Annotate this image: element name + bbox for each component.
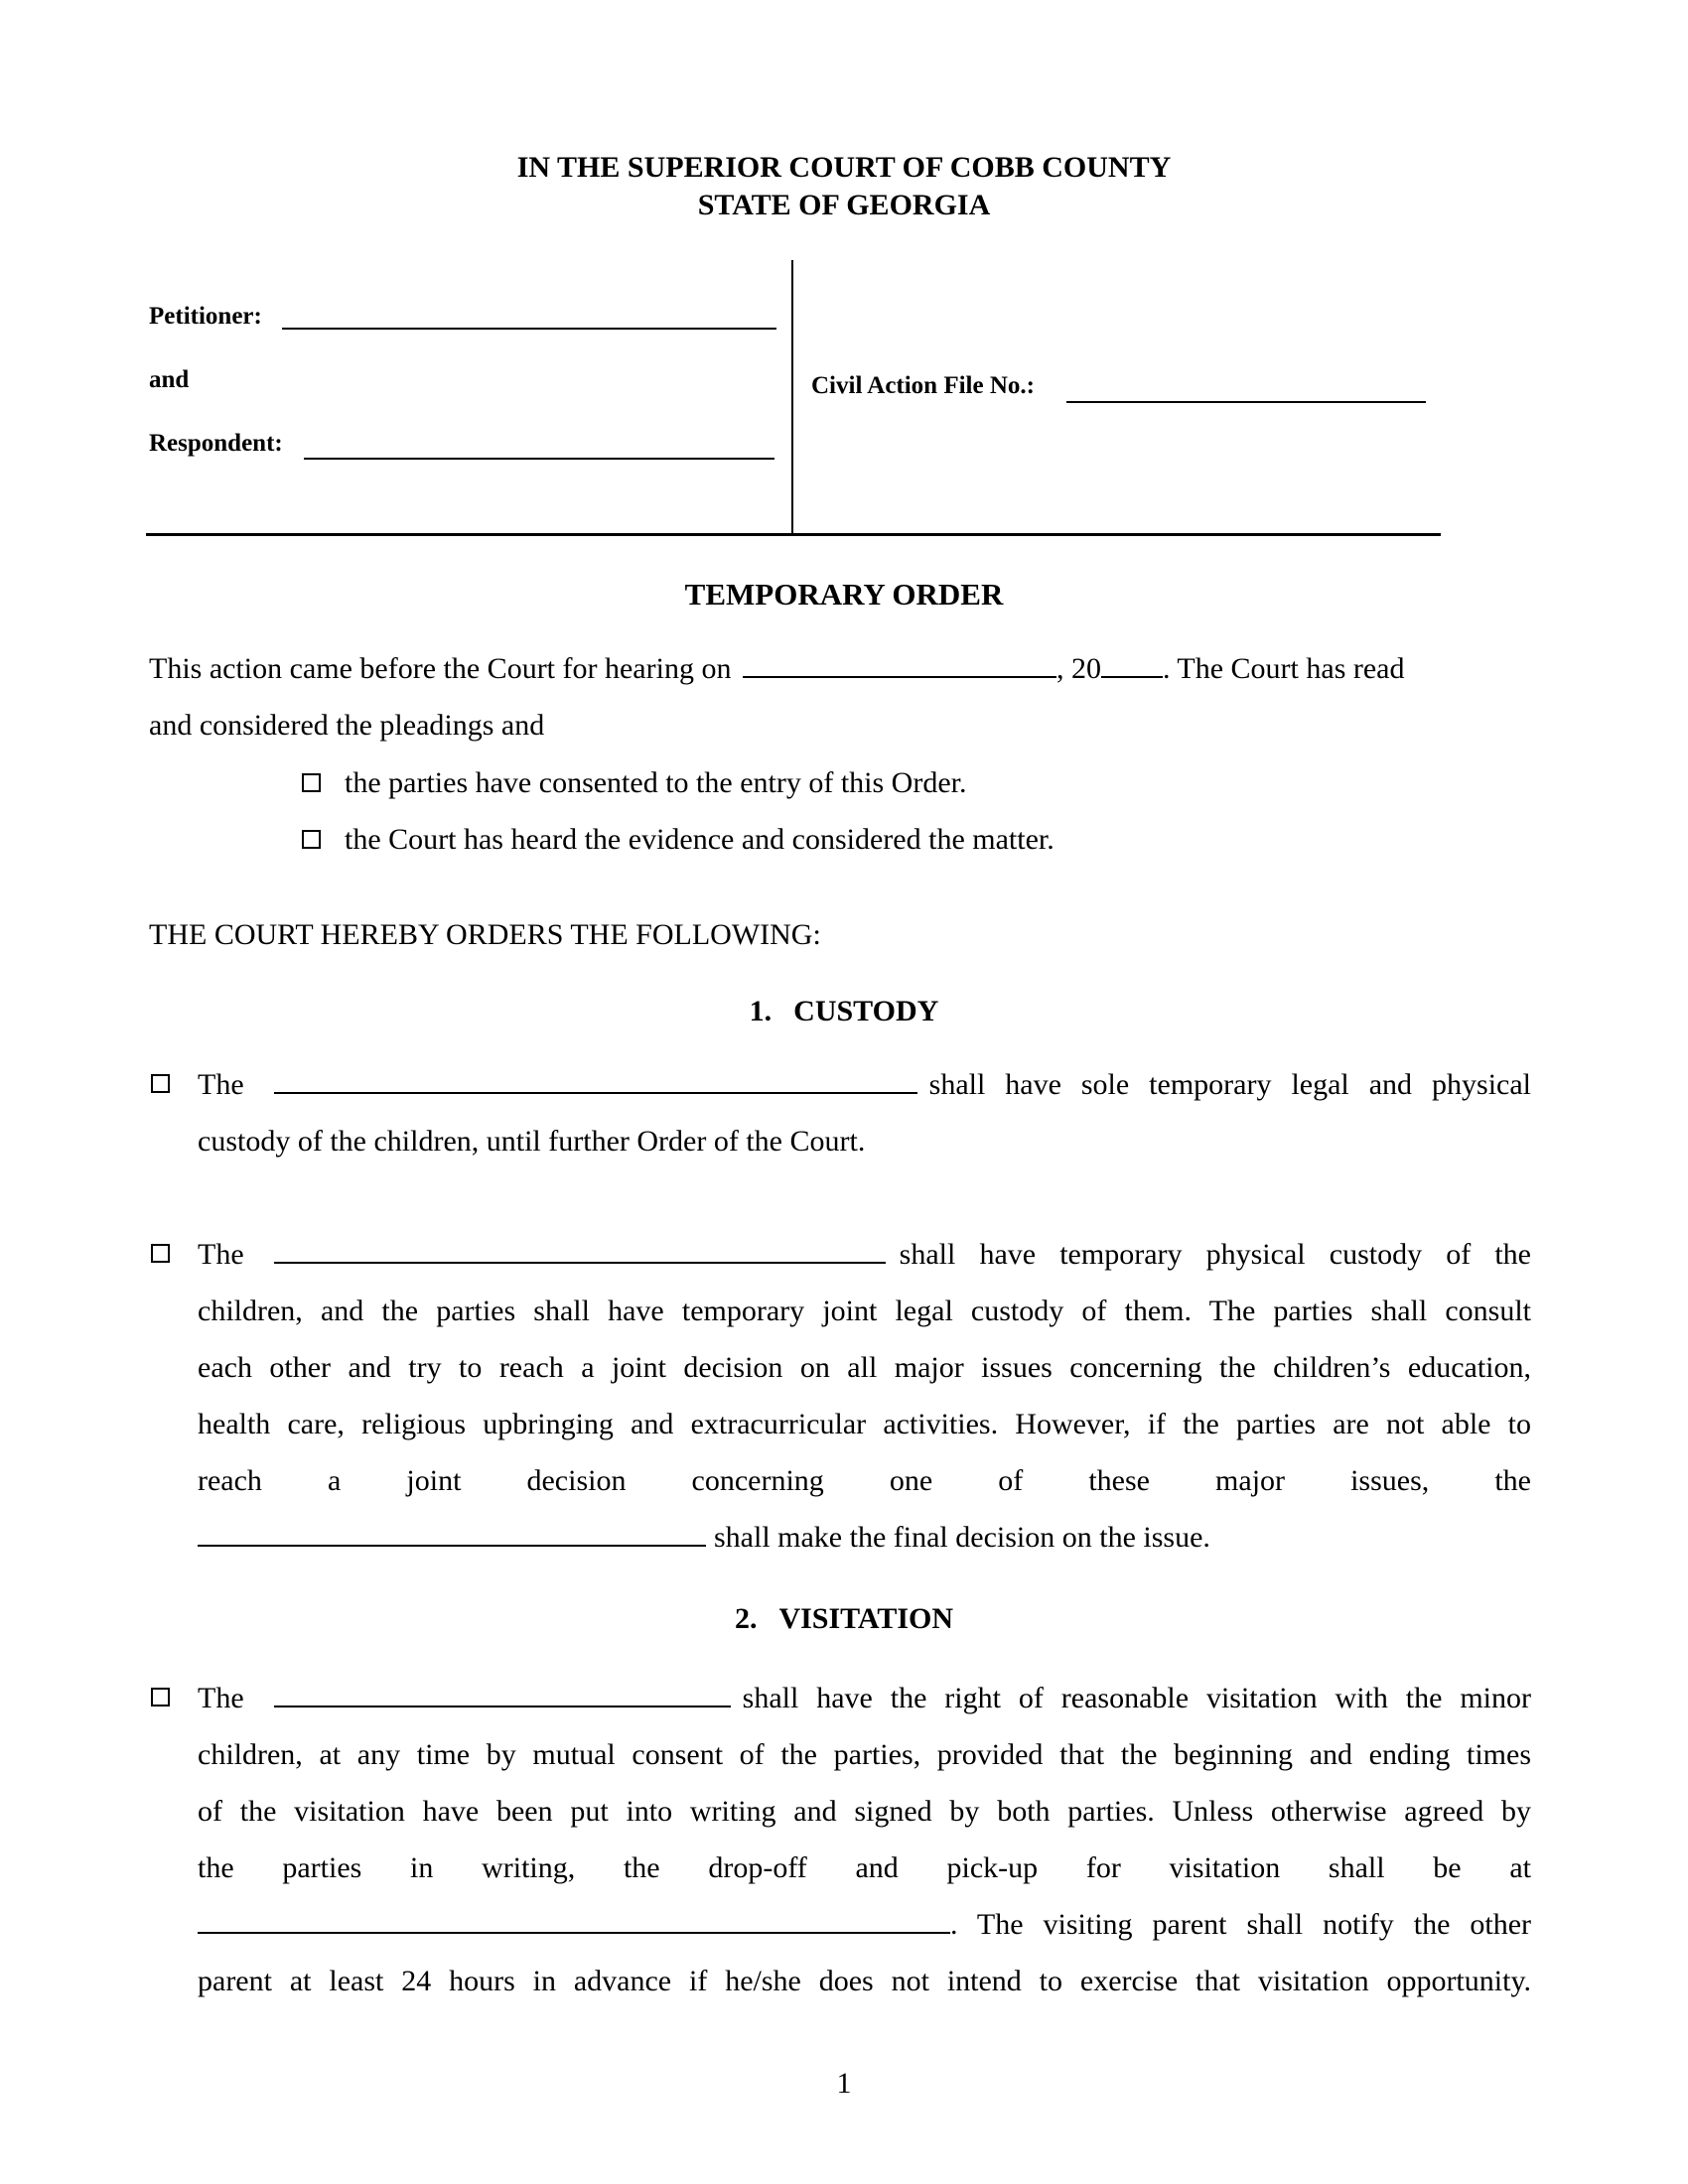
consent-checkbox[interactable] bbox=[302, 773, 321, 792]
visitation-party-field[interactable] bbox=[274, 1684, 731, 1707]
visitation-line-2: children, at any time by mutual consent of the parties, provided that the beginning and ending times bbox=[198, 1738, 1531, 1771]
custody-opt2-the: The bbox=[198, 1238, 244, 1271]
page-number: 1 bbox=[836, 2067, 852, 2100]
state-name: STATE OF GEORGIA bbox=[697, 189, 991, 221]
custody-opt1-line-1 bbox=[198, 1068, 1531, 1102]
section-title: VISITATION bbox=[778, 1602, 954, 1635]
visitation-line5-text: . The visiting parent shall notify the other bbox=[950, 1908, 1531, 1941]
visitation-line-3: of the visitation have been put into writing and signed by both parties. Unless otherwise agreed by bbox=[198, 1795, 1531, 1828]
court-name: IN THE SUPERIOR COURT OF COBB COUNTY bbox=[516, 151, 1172, 184]
custody-sole-party-field[interactable] bbox=[274, 1070, 917, 1094]
custody-opt1-line-2: custody of the children, until further Order of the Court. bbox=[198, 1125, 866, 1158]
visitation-line-6: parent at least 24 hours in advance if he/she does not intend to exercise that visitation opportunity. bbox=[198, 1965, 1531, 1997]
custody-opt1-text: shall have sole temporary legal and physical bbox=[928, 1068, 1531, 1101]
intro-text-a: This action came before the Court for hearing on bbox=[149, 652, 732, 685]
section-title: CUSTODY bbox=[793, 995, 939, 1027]
custody-opt1-the: The bbox=[198, 1068, 244, 1101]
hearing-date-field[interactable] bbox=[743, 654, 1056, 678]
intro-text-c: . The Court has read bbox=[1162, 652, 1405, 685]
consent-text: the parties have consented to the entry of this Order. bbox=[345, 766, 967, 799]
custody-joint-checkbox[interactable] bbox=[151, 1244, 170, 1263]
custody-opt2-line-4: health care, religious upbringing and extracurricular activities. However, if the parties are not able to bbox=[198, 1408, 1531, 1440]
section-number: 1. bbox=[749, 995, 773, 1027]
visitation-box-wrap bbox=[151, 1688, 170, 1711]
file-no-field[interactable] bbox=[1066, 377, 1426, 403]
visitation-line-1 bbox=[198, 1682, 1531, 1715]
final-decision-party-field[interactable] bbox=[198, 1523, 706, 1547]
visitation-line-4: the parties in writing, the drop-off and pick-up for visitation shall be at bbox=[198, 1851, 1531, 1884]
custody-opt2-line6-text: shall make the final decision on the issue. bbox=[714, 1521, 1210, 1554]
visitation-the: The bbox=[198, 1682, 244, 1714]
custody-opt2-line-6 bbox=[198, 1521, 1210, 1555]
section-heading-visitation bbox=[0, 1602, 1688, 1636]
petitioner-field[interactable] bbox=[282, 304, 776, 330]
custody-opt2-line-3: each other and try to reach a joint decision on all major issues concerning the children’s education, bbox=[198, 1351, 1531, 1384]
custody-opt2-line-1 bbox=[198, 1238, 1531, 1272]
hearing-year-field[interactable] bbox=[1101, 654, 1163, 678]
intro-option-consent bbox=[302, 766, 966, 800]
caption-divider-vertical bbox=[791, 260, 793, 534]
intro-line-1 bbox=[149, 652, 1511, 686]
respondent-field[interactable] bbox=[304, 434, 774, 460]
intro-line-2: and considered the pleadings and bbox=[149, 709, 545, 742]
custody-opt2-text: shall have temporary physical custody of the bbox=[899, 1238, 1531, 1271]
file-no-label: Civil Action File No.: bbox=[811, 372, 1035, 399]
petitioner-label: Petitioner: bbox=[149, 303, 262, 330]
section-number: 2. bbox=[734, 1602, 758, 1635]
dropoff-location-field[interactable] bbox=[198, 1910, 950, 1934]
and-label: and bbox=[149, 366, 190, 393]
custody-physical-party-field[interactable] bbox=[274, 1240, 886, 1264]
visitation-checkbox[interactable] bbox=[151, 1688, 170, 1706]
visitation-line1-text: shall have the right of reasonable visitation with the minor bbox=[742, 1682, 1531, 1714]
custody-opt1-box-wrap bbox=[151, 1074, 170, 1098]
custody-opt2-line-5: reach a joint decision concerning one of these major issues, the bbox=[198, 1464, 1531, 1497]
custody-opt2-box-wrap bbox=[151, 1244, 170, 1268]
evidence-text: the Court has heard the evidence and considered the matter. bbox=[345, 823, 1055, 856]
intro-text-b: , 20 bbox=[1055, 652, 1101, 685]
evidence-checkbox[interactable] bbox=[302, 830, 321, 849]
custody-sole-checkbox[interactable] bbox=[151, 1074, 170, 1093]
respondent-label: Respondent: bbox=[149, 430, 283, 457]
document-title: TEMPORARY ORDER bbox=[684, 577, 1004, 612]
custody-opt2-line-2: children, and the parties shall have temporary joint legal custody of them. The parties shall consult bbox=[198, 1295, 1531, 1327]
section-heading-custody bbox=[0, 995, 1688, 1028]
caption-divider-horizontal bbox=[146, 533, 1441, 536]
intro-option-evidence bbox=[302, 823, 1055, 857]
orders-heading: THE COURT HEREBY ORDERS THE FOLLOWING: bbox=[149, 918, 821, 951]
visitation-line-5 bbox=[198, 1908, 1531, 1942]
